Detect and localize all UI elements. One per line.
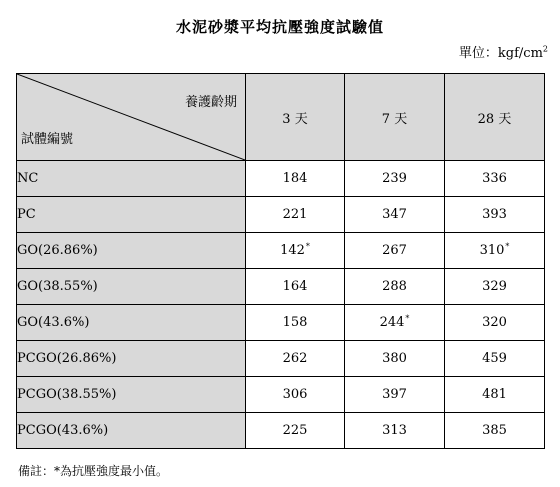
value-cell [445,377,545,413]
value-cell [246,161,345,197]
minimum-marker: * [405,313,410,323]
value-text: 336 [482,171,507,186]
column-header-7-days: 7 天 [345,74,445,161]
column-header-3-days: 3 天 [246,74,345,161]
value-text: 310 [479,243,505,258]
value-cell [445,341,545,377]
row-label: PCGO(43.6%) [17,413,246,449]
value-cell [445,269,545,305]
value-text: 397 [382,387,407,402]
value-text: 164 [282,279,308,294]
value-text: 184 [282,171,308,186]
value-cell [345,305,445,341]
value-text: 329 [482,279,507,294]
value-cell [445,233,545,269]
value-cell [345,269,445,305]
table-row [17,413,545,449]
unit-text: 單位：kgf/cm [458,46,543,61]
value-cell [246,269,345,305]
row-label: GO(26.86%) [17,233,246,269]
row-label: PC [17,197,246,233]
value-cell [445,161,545,197]
value-text: 313 [382,423,407,438]
corner-header-cell [17,74,246,161]
value-cell [345,161,445,197]
row-label: PCGO(38.55%) [17,377,246,413]
table-row [17,305,545,341]
value-text: 239 [382,171,407,186]
value-cell [345,341,445,377]
value-cell [445,197,545,233]
value-cell [246,341,345,377]
value-cell [445,413,545,449]
value-text: 288 [382,279,407,294]
value-text: 380 [382,351,407,366]
diagonal-divider [17,74,245,160]
value-cell [246,197,345,233]
minimum-marker: * [305,241,310,251]
row-label: PCGO(26.86%) [17,341,246,377]
value-text: 267 [382,243,407,258]
value-text: 244 [379,315,405,330]
value-text: 142 [280,243,305,258]
value-cell [246,413,345,449]
value-text: 347 [382,207,407,222]
row-label: GO(38.55%) [17,269,246,305]
value-cell [445,305,545,341]
row-label: NC [17,161,246,197]
value-text: 221 [282,207,308,222]
table-row [17,233,545,269]
value-cell [246,233,345,269]
table-row [17,197,545,233]
value-cell [345,197,445,233]
table-row [17,161,545,197]
value-text: 306 [282,387,308,402]
value-cell [345,377,445,413]
table-row [17,377,545,413]
table-title: 水泥砂漿平均抗壓強度試驗值 [175,18,384,36]
unit-label [459,42,548,61]
curing-age-label: 養護齡期 [184,95,237,110]
value-text: 385 [482,423,507,438]
strength-table [16,73,545,449]
value-cell [246,377,345,413]
value-text: 320 [482,315,507,330]
header-row [17,74,545,161]
footnote: 備註：*為抗壓強度最小值。 [18,464,169,478]
value-cell [345,413,445,449]
unit-superscript: 2 [542,44,548,54]
minimum-marker: * [505,241,510,251]
value-text: 459 [482,351,507,366]
value-text: 158 [282,315,308,330]
column-header-28-days: 28 天 [445,74,545,161]
row-label: GO(43.6%) [17,305,246,341]
value-text: 393 [482,207,507,222]
table-row [17,341,545,377]
specimen-id-label: 試體編號 [21,132,74,147]
value-text: 481 [482,387,507,402]
table-row [17,269,545,305]
value-text: 225 [282,423,308,438]
value-cell [345,233,445,269]
value-text: 262 [282,351,308,366]
value-cell [246,305,345,341]
